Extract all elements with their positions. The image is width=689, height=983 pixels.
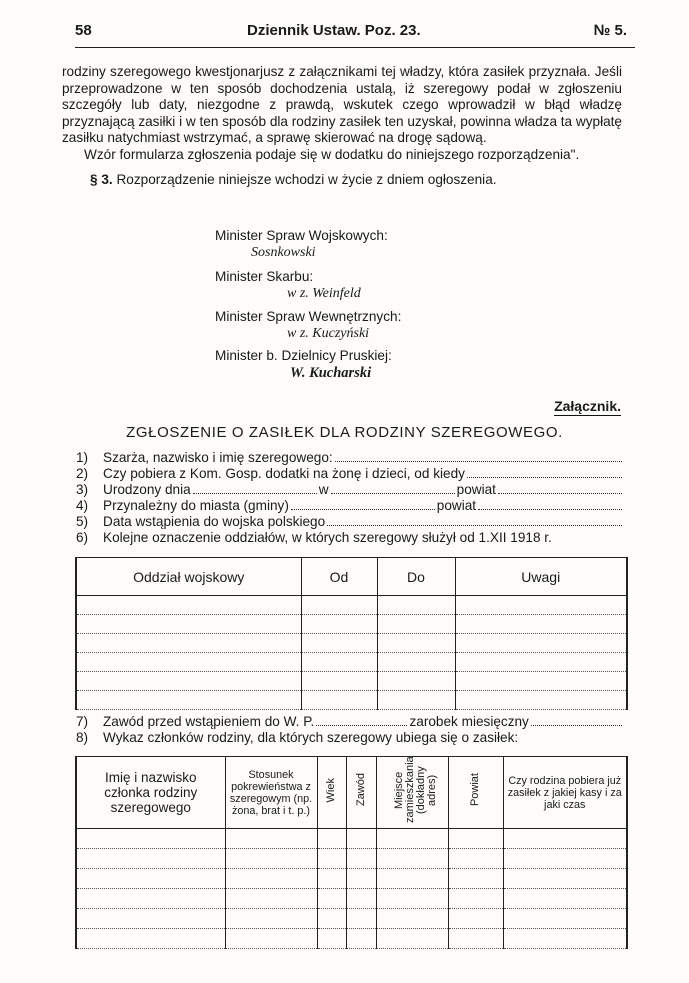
table-row[interactable]	[76, 653, 627, 672]
question-number: 2)	[76, 465, 89, 481]
paragraph: Wzór formularza zgłoszenia podaje się w dodatku do niniejszego rozporządzenia".	[84, 146, 580, 162]
minister-role: Minister b. Dzielnicy Pruskiej:	[215, 348, 392, 363]
question-label: powiat	[436, 497, 477, 513]
section-label: § 3.	[90, 171, 113, 187]
table-row[interactable]	[76, 829, 627, 849]
minister-role: Minister Skarbu:	[215, 269, 314, 284]
question-number: 7)	[76, 714, 89, 729]
answer-field[interactable]	[531, 714, 622, 726]
answer-field[interactable]	[467, 466, 622, 478]
table-row[interactable]	[76, 869, 627, 889]
minister-signature	[215, 269, 361, 302]
column-header: Miejsce zamieszkania (dokładny adres)	[376, 757, 448, 829]
question-number: 3)	[76, 481, 89, 497]
issue-number: № 5.	[593, 22, 627, 39]
questionnaire	[76, 450, 624, 545]
column-header: Uwagi	[455, 558, 627, 596]
minister-signature	[215, 348, 392, 381]
header-rule	[75, 47, 635, 48]
column-header: Od	[301, 558, 377, 596]
answer-field[interactable]	[193, 482, 317, 494]
minister-name: w z. Weinfeld	[287, 285, 361, 301]
family-members-table	[75, 756, 628, 949]
column-header: Czy rodzina pobiera już zasiłek z jakiej kasy i za jaki czas	[503, 757, 627, 829]
minister-signature	[215, 309, 401, 342]
regulation-text	[62, 64, 622, 188]
table-row[interactable]	[76, 909, 627, 929]
question-label: Wykaz członków rodziny, dla których szeregowy ubiega się o zasiłek:	[103, 730, 519, 745]
paragraph: rodziny szeregowego kwestjonarjusz z załącznikami tej władzy, która zasiłek przyznała. Jeśli przeprowadzone w ten sposób dochodzenia ustalą, iż szeregowy podał w zgłoszeniu szczegóły lub daty, niezgodne z prawdą, wskutek czego wprowadził w błąd władzę przyznającą zasiłki i w ten sposób dla rodziny zasiłek ten uzyskał, powinna władza ta wypłatę zasiłku natychmiast wstrzymać, a sprawę skierować na drogę sądową.	[62, 64, 622, 146]
question-5	[76, 514, 624, 530]
question-7	[76, 714, 624, 730]
section-3	[62, 172, 622, 189]
question-label: Data wstąpienia do wojska polskiego	[103, 513, 326, 529]
question-label: Szarża, nazwisko i imię szeregowego:	[103, 450, 333, 465]
answer-field[interactable]	[331, 482, 455, 494]
table-row[interactable]	[76, 634, 627, 653]
question-number: 4)	[76, 497, 89, 513]
question-label: Zawód przed wstąpieniem do W. P.	[103, 714, 315, 729]
table-row[interactable]	[76, 929, 627, 949]
question-label: w	[318, 481, 329, 497]
column-header: Stosunek pokrewieństwa z szeregowym (np. żona, brat i t. p.)	[225, 757, 317, 829]
page-number: 58	[75, 22, 92, 39]
table-row[interactable]	[76, 672, 627, 691]
question-3	[76, 482, 624, 498]
column-header: Oddział wojskowy	[76, 558, 301, 596]
journal-title: Dziennik Ustaw. Poz. 23.	[247, 22, 421, 39]
minister-name: W. Kucharski	[290, 364, 372, 381]
questions-7-8	[76, 714, 624, 746]
minister-name: w z. Kuczyński	[287, 325, 370, 341]
question-number: 5)	[76, 513, 89, 529]
answer-field[interactable]	[335, 450, 622, 462]
column-header: Do	[377, 558, 455, 596]
column-header: Powiat	[448, 757, 503, 829]
minister-role: Minister Spraw Wewnętrznych:	[215, 309, 402, 324]
question-label: Czy pobiera z Kom. Gosp. dodatki na żonę i dzieci, od kiedy	[103, 465, 465, 481]
question-6	[76, 530, 624, 546]
minister-signature	[215, 228, 388, 261]
minister-role: Minister Spraw Wojskowych:	[215, 228, 388, 243]
column-header: Zawód	[346, 757, 376, 829]
question-label: powiat	[456, 481, 496, 497]
table-row[interactable]	[76, 889, 627, 909]
question-label: zarobek miesięczny	[409, 714, 529, 729]
table-header-row	[76, 757, 627, 829]
table-row[interactable]	[76, 596, 627, 615]
question-8	[76, 730, 624, 746]
table-row[interactable]	[76, 691, 627, 710]
answer-field[interactable]	[316, 714, 407, 726]
question-number: 6)	[76, 529, 89, 545]
answer-field[interactable]	[327, 514, 622, 526]
table-header-row	[76, 558, 627, 596]
annex-label: Załącznik.	[554, 398, 621, 414]
section-text: Rozporządzenie niniejsze wchodzi w życie z dniem ogłoszenia.	[116, 171, 497, 187]
answer-field[interactable]	[498, 482, 622, 494]
answer-field[interactable]	[478, 498, 622, 510]
question-2	[76, 466, 624, 482]
page-header	[75, 18, 635, 46]
question-label: Urodzony dnia	[103, 481, 191, 497]
question-label: Przynależny do miasta (gminy)	[103, 497, 289, 513]
minister-name: Sosnkowski	[251, 244, 316, 260]
question-1	[76, 450, 624, 466]
column-header: Imię i nazwisko członka rodziny szeregowego	[76, 757, 225, 829]
question-number: 8)	[76, 730, 89, 745]
table-row[interactable]	[76, 849, 627, 869]
column-header: Wiek	[317, 757, 346, 829]
answer-field[interactable]	[291, 498, 435, 510]
question-4	[76, 498, 624, 514]
question-number: 1)	[76, 450, 89, 465]
units-table	[75, 557, 628, 710]
form-title: ZGŁOSZENIE O ZASIŁEK DLA RODZINY SZEREGOWEGO.	[126, 424, 563, 441]
question-label: Kolejne oznaczenie oddziałów, w których szeregowy służył od 1.XII 1918 r.	[103, 529, 552, 545]
table-row[interactable]	[76, 615, 627, 634]
